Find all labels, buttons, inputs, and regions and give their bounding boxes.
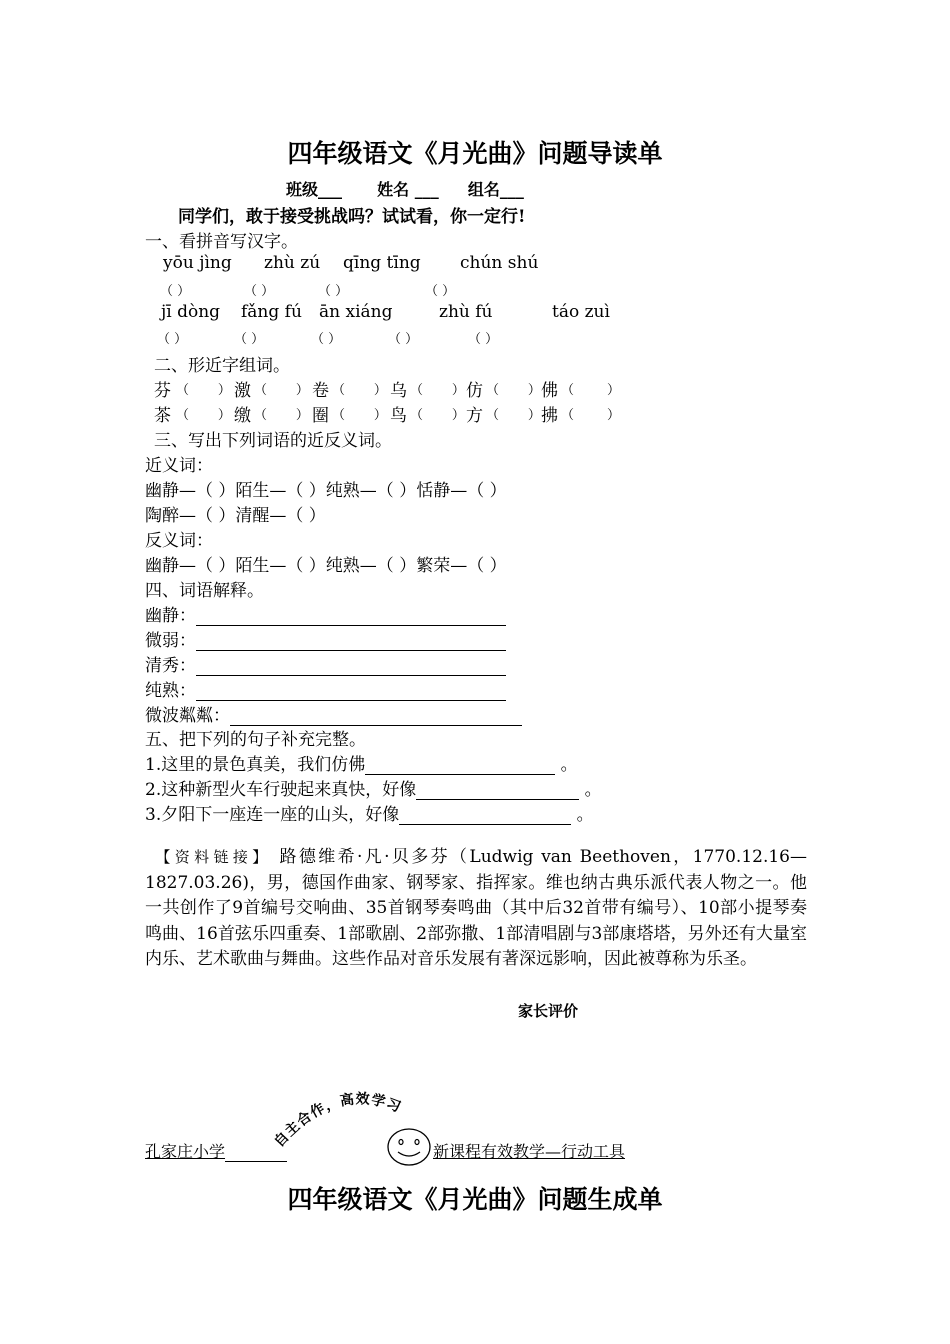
answer-box-1: （ ） <box>160 284 191 299</box>
section-1-heading: 一、看拼音写汉字。 <box>145 232 298 252</box>
char: 缴 <box>234 406 251 426</box>
definition-item: 微弱： <box>145 626 506 651</box>
char: 方 <box>466 406 483 426</box>
pinyin-9: táo zuì <box>552 302 610 322</box>
name-field: 姓名 ___ <box>377 180 439 199</box>
pinyin-5: jī dòng <box>161 302 221 322</box>
parent-evaluation-label: 家长评价 <box>518 1002 579 1020</box>
pinyin-6: fǎng fú <box>241 302 302 322</box>
page-title-2: 四年级语文《月光曲》问题生成单 <box>287 1185 663 1214</box>
section-2-heading: 二、形近字组词。 <box>154 356 290 376</box>
section-3-heading: 三、写出下列词语的近反义词。 <box>154 431 392 451</box>
info-line <box>286 177 524 200</box>
definition-item: 幽静： <box>145 601 506 626</box>
resource-paragraph <box>145 845 807 973</box>
sentence-item: 1.这里的景色真美，我们仿佛 。 <box>145 755 578 775</box>
synonym-line-1: 幽静—（ ）陌生—（ ）纯熟—（ ）恬静—（ ） <box>145 481 507 501</box>
pinyin-2: zhù zú <box>264 253 321 273</box>
answer-box-8: （ ） <box>388 332 419 347</box>
pinyin-8: zhù fú <box>439 302 493 322</box>
char: 仿 <box>466 381 483 401</box>
synonym-line-2: 陶醉—（ ）清醒—（ ） <box>145 506 326 526</box>
pinyin-3: qīng tīng <box>343 253 421 273</box>
resource-label: 【资料链接】 <box>153 848 272 866</box>
synonym-label: 近义词： <box>145 456 213 476</box>
pinyin-4: chún shú <box>460 253 539 273</box>
definition-item: 清秀： <box>145 651 506 676</box>
definition-item: 微波粼粼： <box>145 701 522 726</box>
smiley-face-icon <box>386 1126 432 1168</box>
antonym-label: 反义词： <box>145 531 213 551</box>
pinyin-1: yōu jìng <box>163 253 232 273</box>
answer-box-7: （ ） <box>311 332 342 347</box>
section-4-heading: 四、词语解释。 <box>145 581 264 601</box>
sentence-item: 2.这种新型火车行驶起来真快，好像 。 <box>145 780 602 800</box>
motto: 同学们，敢于接受挑战吗？试试看，你一定行! <box>178 207 526 227</box>
char: 拂 <box>541 406 558 426</box>
char: 鸟 <box>390 406 407 426</box>
char: 佛 <box>541 381 558 401</box>
class-field: 班级___ <box>286 180 343 199</box>
school-name: 孔家庄小学 <box>145 1139 287 1162</box>
pinyin-7: ān xiáng <box>319 302 393 322</box>
page-title: 四年级语文《月光曲》问题导读单 <box>287 139 663 168</box>
svg-text:自主合作，高效学习 <box>271 1090 404 1150</box>
char: 芬 <box>154 381 171 401</box>
antonym-line-1: 幽静—（ ）陌生—（ ）纯熟—（ ）繁荣—（ ） <box>145 556 507 576</box>
answer-box-4: （ ） <box>425 284 456 299</box>
resource-text: 路德维希·凡·贝多芬（Ludwig van Beethoven，1770.12.16—1827.03.26)，男，德国作曲家、钢琴家、指挥家。维也纳古典乐派代表人物之一。他一共创作了9首编号交响曲、35首钢琴奏鸣曲（其中后32首带有编号）、10部小提琴奏鸣曲、16首弦乐四重奏、1部歌剧、2部弥撒、1部清唱剧与3部康塔塔，另外还有大量室内乐、艺术歌曲与舞曲。这些作品对音乐发展有著深远影响，因此被尊称为乐圣。 <box>145 847 807 969</box>
char: 激 <box>234 381 251 401</box>
answer-box-5: （ ） <box>157 332 188 347</box>
definition-item: 纯熟： <box>145 676 506 701</box>
sentence-item: 3.夕阳下一座连一座的山头，好像 。 <box>145 805 594 825</box>
answer-box-9: （ ） <box>468 332 499 347</box>
char: 圈 <box>312 406 329 426</box>
group-field: 组名___ <box>467 180 524 199</box>
char: 乌 <box>390 381 407 401</box>
answer-box-3: （ ） <box>318 284 349 299</box>
motto-arc-text: 自主合作，高效学习 <box>271 1091 404 1151</box>
char: 茶 <box>154 406 171 426</box>
char: 卷 <box>312 381 329 401</box>
answer-box-2: （ ） <box>244 284 275 299</box>
tool-label: 新课程有效教学—行动工具 <box>433 1142 626 1161</box>
section-5-heading: 五、把下列的句子补充完整。 <box>145 730 366 750</box>
answer-box-6: （ ） <box>234 332 265 347</box>
